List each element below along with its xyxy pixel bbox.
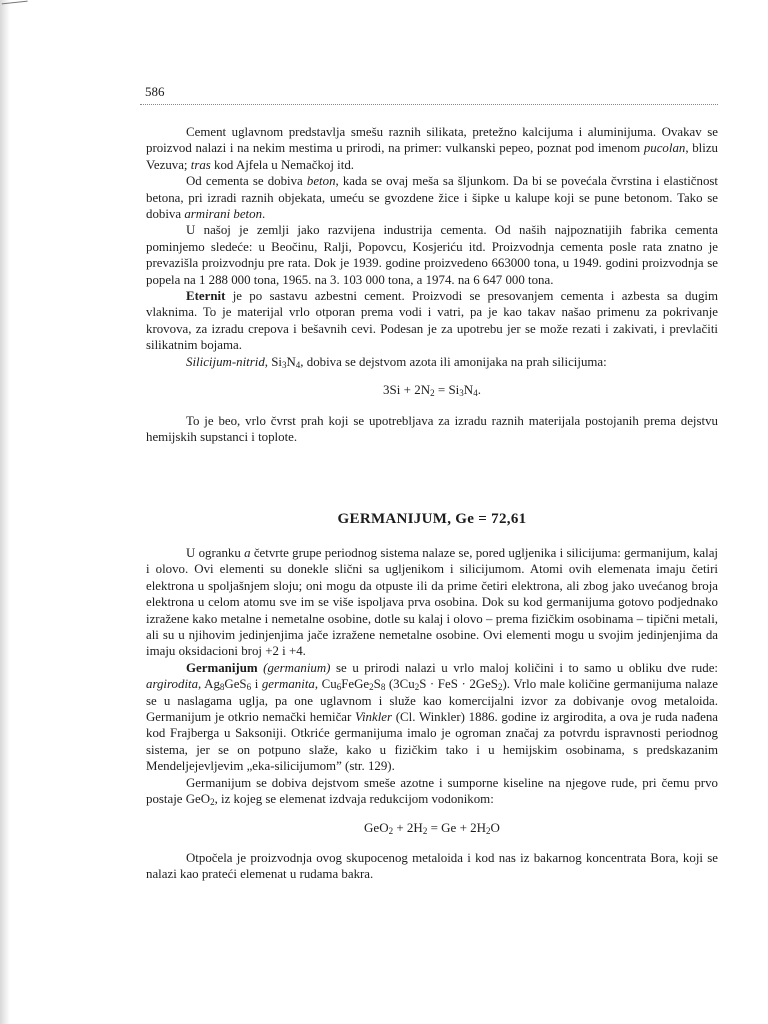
header-rule bbox=[140, 104, 718, 105]
scan-edge-shadow bbox=[0, 0, 10, 1024]
paragraph-nitride-use: To je beo, vrlo čvrst prah koji se upotrebljava za izradu raznih materijala postojanih prema dejstvu hemijskih supstanci i toplote. bbox=[146, 413, 718, 444]
scan-corner-mark bbox=[2, 1, 29, 11]
page-number: 586 bbox=[145, 84, 165, 99]
paragraph-group-intro: U ogranku a četvrte grupe periodnog sistema nalaze se, pored ugljenika i silicijuma: germanijum, kalaj i olovo. Ovi elementi su donekle slični sa ugljenikom i silicijumom. Atomi ovih elemenata imaju četiri elektrona u spoljašnjem sloju; oni mogu da otpuste ili da prime četiri elektrona, ali zbog jako uvećanog broja elektrona u celom atomu sve im se više ispoljava prva osobina. Dok su kod germanijuma gotovo podjednako izražene kako metalne i nemetalne osobine, dotle su kalaj i olovo – prema fizičkim osobinama – tipični metali, ali su u njihovim jedinjenjima jače izražene nemetalne osobine. Ovi elementi mogu u svojim jedinjenjima da imaju oksidacioni broj +2 i +4. bbox=[146, 546, 718, 659]
cement-section bbox=[146, 124, 718, 445]
paragraph-silicon-nitride: Silicijum-nitrid, $Si_3N_4$, dobiva se dejstvom azota ili amonijaka na prah silicijuma: bbox=[186, 354, 607, 370]
paragraph-cement: Cement uglavnom predstavlja smešu raznih silikata, pretežno kalcijuma i aluminijuma. Ovakav se proizvod nalazi i na nekim mestima u prirodi, na primer: vulkanski pepeo, poznat pod imenom pucolan, blizu Vezuva; tras kod Ajfela u Nemačkoj itd. bbox=[146, 125, 718, 172]
paragraph-beton: Od cementa se dobiva beton, kada se ovaj meša sa šljunkom. Da bi se povećala čvrstina i elastičnost betona, pri izradi raznih objekata, umeću se gvozdene žice i šipke u kalupe koji se pune betonom. Tako se dobiva armirani beton. bbox=[146, 174, 718, 222]
germanium-section bbox=[146, 545, 718, 883]
equation-silicon-nitride: $3Si + 2N_2 = Si_3N_4$. bbox=[383, 382, 481, 399]
paragraph-industry: U našoj je zemlji jako razvijena industrija cementa. Od naših najpoznatijih fabrika cementa pominjemo sledeće: u Beočinu, Ralji, Popovcu, Kosjeriću itd. Proizvodnja cementa posle rata znatno je prevazišla proizvodnju pre rata. Dok je 1939. godine proizvedeno 663000 tona, u 1949. godini proizvodnja se popela na 1 288 000 tona, 1965. na 3. 103 000 tona, a 1974. na 6 647 000 tona. bbox=[146, 223, 718, 287]
paragraph-domestic-production: Otpočela je proizvodnja ovog skupocenog metaloida i kod nas iz bakarnog koncentrata Bora, koji se nalazi kao prateći elemenat u rudama bakra. bbox=[146, 850, 718, 882]
section-heading-germanium: GERMANIJUM, Ge = 72,61 bbox=[337, 511, 527, 527]
paragraph-eternit: Eternit je po sastavu azbestni cement. Proizvodi se presovanjem cementa i azbesta sa dugim vlaknima. To je materijal vrlo otporan prema vodi i vatri, pa je kao takav našao primenu za pokrivanje krovova, za izradu crepova i bešavnih cevi. Podesan je za upotrebu jer se može rezati i zakivati, i prevlačiti silikatnim bojama. bbox=[146, 289, 718, 353]
equation-germanium-reduction: $GeO_2 + 2H_2 = Ge + 2H_2O$ bbox=[364, 819, 500, 836]
paragraph-germanium-occurrence: Germanijum (germanium) se u prirodi nalazi u vrlo maloj količini i to samo u obliku dve rude: argirodita, $Ag_8GeS_6$ i germanita, $Cu_6FeGe_2S_8$ ($3Cu_2S$ · FeS · 2GeS$_2$). Vrlo male količine germanijuma nalaze se u naslagama uglja, pa one uglavnom i služe kao komercijalni izvor za dobivanje ovog metaloida. Germanijum je otkrio nemački hemičar Vinkler (Cl. Winkler) 1886. godine iz argirodita, a ova je ruda nađena kod Frajberga u Saksoniji. Otkriće germanijuma imalo je ogroman značaj za potvrdu ispravnosti periodnog sistema, jer se on potpuno slaže, kako u fizičkim tako i u hemijskim osobinama, s predskazanim Mendeljejevljevim „eka-silicijumom” (str. 129). bbox=[146, 660, 719, 774]
paragraph-germanium-production: Germanijum se dobiva dejstvom smeše azotne i sumporne kiseline na njegove rude, pri čemu prvo postaje GeO$_2$, iz kojeg se elemenat izdvaja redukcijom vodonikom: bbox=[146, 775, 718, 808]
